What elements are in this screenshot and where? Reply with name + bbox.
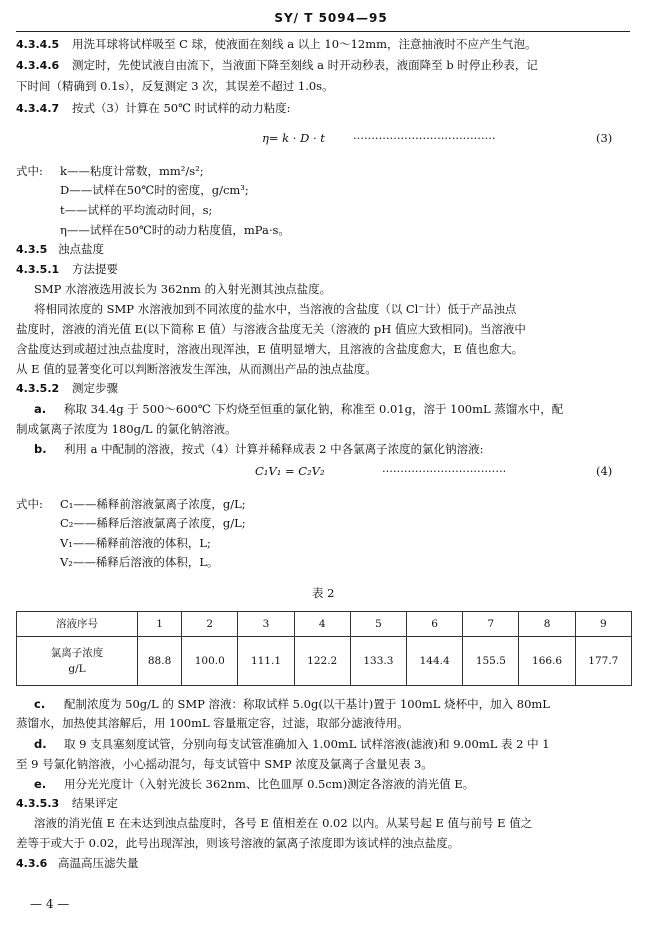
row-label-line-2: g/L bbox=[68, 663, 86, 675]
table-value-cell: 177.7 bbox=[575, 637, 631, 686]
where-eta: η——试样在50℃时的动力粘度值，mPa·s。 bbox=[60, 223, 290, 237]
where-t: t——试样的平均流动时间，s; bbox=[60, 203, 213, 217]
where-label-1: 式中: bbox=[16, 164, 43, 178]
table-header-row bbox=[17, 612, 632, 637]
paragraph-2-line-4: 从 E 值的显著变化可以判断溶液发生浑浊，从而测出产品的浊点盐度。 bbox=[16, 362, 377, 376]
table-value-cell: 88.8 bbox=[138, 637, 182, 686]
where-label-2: 式中: bbox=[16, 497, 43, 511]
where-k: k——粘度计常数，mm²/s²; bbox=[60, 164, 204, 178]
table-id-cell: 9 bbox=[575, 612, 631, 637]
table-value-cell: 166.6 bbox=[519, 637, 575, 686]
section-435: 4.3.5 浊点盐度 bbox=[16, 242, 104, 256]
table-data-row bbox=[17, 637, 632, 686]
table-id-cell: 3 bbox=[238, 612, 294, 637]
table-id-cell: 1 bbox=[138, 612, 182, 637]
section-4347: 4.3.4.7 按式（3）计算在 50℃ 时试样的动力粘度: bbox=[16, 101, 291, 115]
page-header: SY/ T 5094—95 bbox=[274, 11, 388, 25]
step-d: d. 取 9 支具塞刻度试管，分别向每支试管准确加入 1.00mL 试样溶液(滤液)和 9.00mL 表 2 中 1 bbox=[34, 737, 550, 751]
section-4346: 4.3.4.6 测定时，先使试液自由流下，当液面下降至刻线 a 时开动秒表，液面降至 b 时停止秒表，记 bbox=[16, 58, 538, 72]
step-a: a. 称取 34.4g 于 500～600℃ 下灼烧至恒重的氯化钠，称准至 0.01g，溶于 100mL 蒸馏水中，配 bbox=[34, 402, 564, 416]
paragraph-2-line-2: 盐度时，溶液的消光值 E(以下简称 E 值）与溶液含盐度无关（溶液的 pH 值应大致相同)。当溶液中 bbox=[16, 322, 526, 336]
step-c: c. 配制浓度为 50g/L 的 SMP 溶液：称取试样 5.0g(以干基计)置于 100mL 烧杯中，加入 80mL bbox=[34, 697, 550, 711]
table-value-cell: 100.0 bbox=[182, 637, 238, 686]
table-id-cell: 8 bbox=[519, 612, 575, 637]
section-4346-cont: 下时间（精确到 0.1s），反复测定 3 次，其误差不超过 1.0s。 bbox=[16, 79, 334, 93]
table-value-cell: 144.4 bbox=[407, 637, 463, 686]
step-c-cont: 蒸馏水，加热使其溶解后，用 100mL 容量瓶定容，过滤，取部分滤液待用。 bbox=[16, 716, 409, 730]
where-c1: C₁——稀释前溶液氯离子浓度，g/L; bbox=[60, 497, 246, 511]
step-e: e. 用分光光度计（入射光波长 362nm、比色皿厚 0.5cm)测定各溶液的消光值 E。 bbox=[34, 777, 475, 791]
where-d: D——试样在50℃时的密度，g/cm³; bbox=[60, 183, 249, 197]
table-id-cell: 5 bbox=[350, 612, 406, 637]
table-id-cell: 6 bbox=[407, 612, 463, 637]
step-a-cont: 制成氯离子浓度为 180g/L 的氯化钠溶液。 bbox=[16, 422, 237, 436]
section-4352: 4.3.5.2 测定步骤 bbox=[16, 381, 118, 395]
page-number: — 4 — bbox=[30, 897, 70, 911]
formula-3-leader: ······································· bbox=[353, 131, 496, 145]
paragraph-3-line-2: 差等于或大于 0.02，此号出现浑浊，则该号溶液的氯离子浓度即为该试样的浊点盐度。 bbox=[16, 836, 460, 850]
formula-3-number: (3) bbox=[596, 131, 613, 145]
section-4345: 4.3.4.5 用洗耳球将试样吸至 C 球，使液面在刻线 a 以上 10～12mm，注意抽液时不应产生气泡。 bbox=[16, 37, 537, 51]
formula-4-number: (4) bbox=[596, 464, 613, 478]
paragraph-2-line-3: 含盐度达到或超过浊点盐度时，溶液出现浑浊，E 值明显增大，且溶液的含盐度愈大，E 值也愈大。 bbox=[16, 342, 524, 356]
section-436: 4.3.6 高温高压滤失量 bbox=[16, 856, 139, 870]
table-value-cell: 133.3 bbox=[350, 637, 406, 686]
row-label-line-1: 氯离子浓度 bbox=[50, 646, 104, 659]
formula-4: C₁V₁ = C₂V₂ bbox=[255, 464, 325, 478]
table-value-cell: 111.1 bbox=[238, 637, 294, 686]
section-4351: 4.3.5.1 方法提要 bbox=[16, 262, 118, 276]
formula-3: η= k · D · t bbox=[262, 131, 325, 145]
table-header-label: 溶液序号 bbox=[17, 612, 138, 637]
table-row-label bbox=[17, 637, 138, 686]
where-v2: V₂——稀释后溶液的体积，L。 bbox=[60, 555, 219, 569]
paragraph-2-line-1: 将相同浓度的 SMP 水溶液加到不同浓度的盐水中，当溶液的含盐度（以 Cl⁻计）低于产品浊点 bbox=[34, 302, 517, 316]
table-value-cell: 155.5 bbox=[463, 637, 519, 686]
table-title: 表 2 bbox=[312, 586, 335, 600]
table-2 bbox=[16, 611, 632, 686]
where-v1: V₁——稀释前溶液的体积，L; bbox=[60, 536, 211, 550]
step-b: b. 利用 a 中配制的溶液，按式（4）计算并稀释成表 2 中各氯离子浓度的氯化钠溶液: bbox=[34, 442, 484, 456]
table-id-cell: 7 bbox=[463, 612, 519, 637]
where-c2: C₂——稀释后溶液氯离子浓度，g/L; bbox=[60, 516, 246, 530]
section-4353: 4.3.5.3 结果评定 bbox=[16, 796, 118, 810]
table-value-cell: 122.2 bbox=[294, 637, 350, 686]
table-id-cell: 4 bbox=[294, 612, 350, 637]
table-id-cell: 2 bbox=[182, 612, 238, 637]
step-d-cont: 至 9 号氯化钠溶液，小心摇动混匀，每支试管中 SMP 浓度及氯离子含量见表 3。 bbox=[16, 757, 433, 771]
paragraph-3-line-1: 溶液的消光值 E 在未达到浊点盐度时，各号 E 值相差在 0.02 以内。从某号起 E 值与前号 E 值之 bbox=[34, 816, 533, 830]
header-rule bbox=[16, 31, 630, 32]
paragraph-1: SMP 水溶液选用波长为 362nm 的入射光测其浊点盐度。 bbox=[34, 282, 332, 296]
formula-4-leader: ·································· bbox=[382, 464, 507, 478]
